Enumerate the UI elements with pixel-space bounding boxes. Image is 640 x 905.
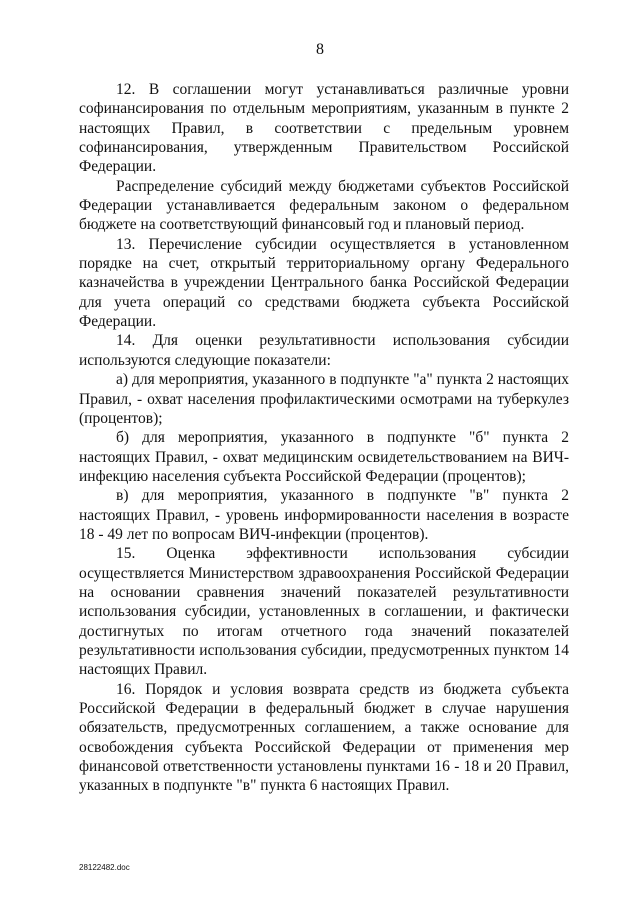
paragraph-16: 16. Порядок и условия возврата средств из бюджета субъекта Российской Федерации в федеральный бюджет в случае нарушения обязательств, предусмотренных соглашением, а также основание для освобождения субъекта Российской Федерации от применения мер финансовой ответственности установлены пунктами 16 - 18 и 20 Правил, указанных в подпункте "в" пункта 6 настоящих Правил. — [79, 680, 569, 795]
paragraph-14-b: б) для мероприятия, указанного в подпункте "б" пункта 2 настоящих Правил, - охват медицинским освидетельствованием на ВИЧ-инфекцию населения субъекта Российской Федерации (процентов); — [79, 429, 569, 485]
page-number: 8 — [316, 41, 324, 58]
paragraph-distribution: Распределение субсидий между бюджетами субъектов Российской Федерации устанавливается федеральным законом о федеральном бюджете на соответствующий финансовый год и плановый период. — [79, 177, 569, 234]
paragraph-14-c: в) для мероприятия, указанного в подпункте "в" пункта 2 настоящих Правил, - уровень информированности населения в возрасте 18 - 49 лет по вопросам ВИЧ-инфекции (процентов). — [79, 487, 569, 543]
paragraph-12: 12. В соглашении могут устанавливаться различные уровни софинансирования по отдельным мероприятиям, указанным в пункте 2 настоящих Правил, в соответствии с предельным уровнем софинансирования, утвержденным Правительством Российской Федерации. — [79, 81, 569, 176]
paragraph-14: 14. Для оценки результативности использования субсидии используются следующие показатели: — [79, 332, 569, 369]
document-body — [79, 80, 569, 796]
paragraph-14-a: а) для мероприятия, указанного в подпункте "а" пункта 2 настоящих Правил, - охват населения профилактическими осмотрами на туберкулез (процентов); — [79, 371, 569, 427]
paragraph-15: 15. Оценка эффективности использования субсидии осуществляется Министерством здравоохранения Российской Федерации на основании сравнения значений показателей результативности использования субсидии, установленных в соглашении, и фактически достигнутых по итогам отчетного года значений показателей результативности использования субсидии, предусмотренных пунктом 14 настоящих Правил. — [79, 545, 569, 679]
document-file-id: 28122482.doc — [79, 863, 130, 872]
paragraph-13: 13. Перечисление субсидии осуществляется в установленном порядке на счет, открытый территориальному органу Федерального казначейства в учреждении Центрального банка Российской Федерации для учета операций со средствами бюджета субъекта Российской Федерации. — [79, 235, 569, 331]
